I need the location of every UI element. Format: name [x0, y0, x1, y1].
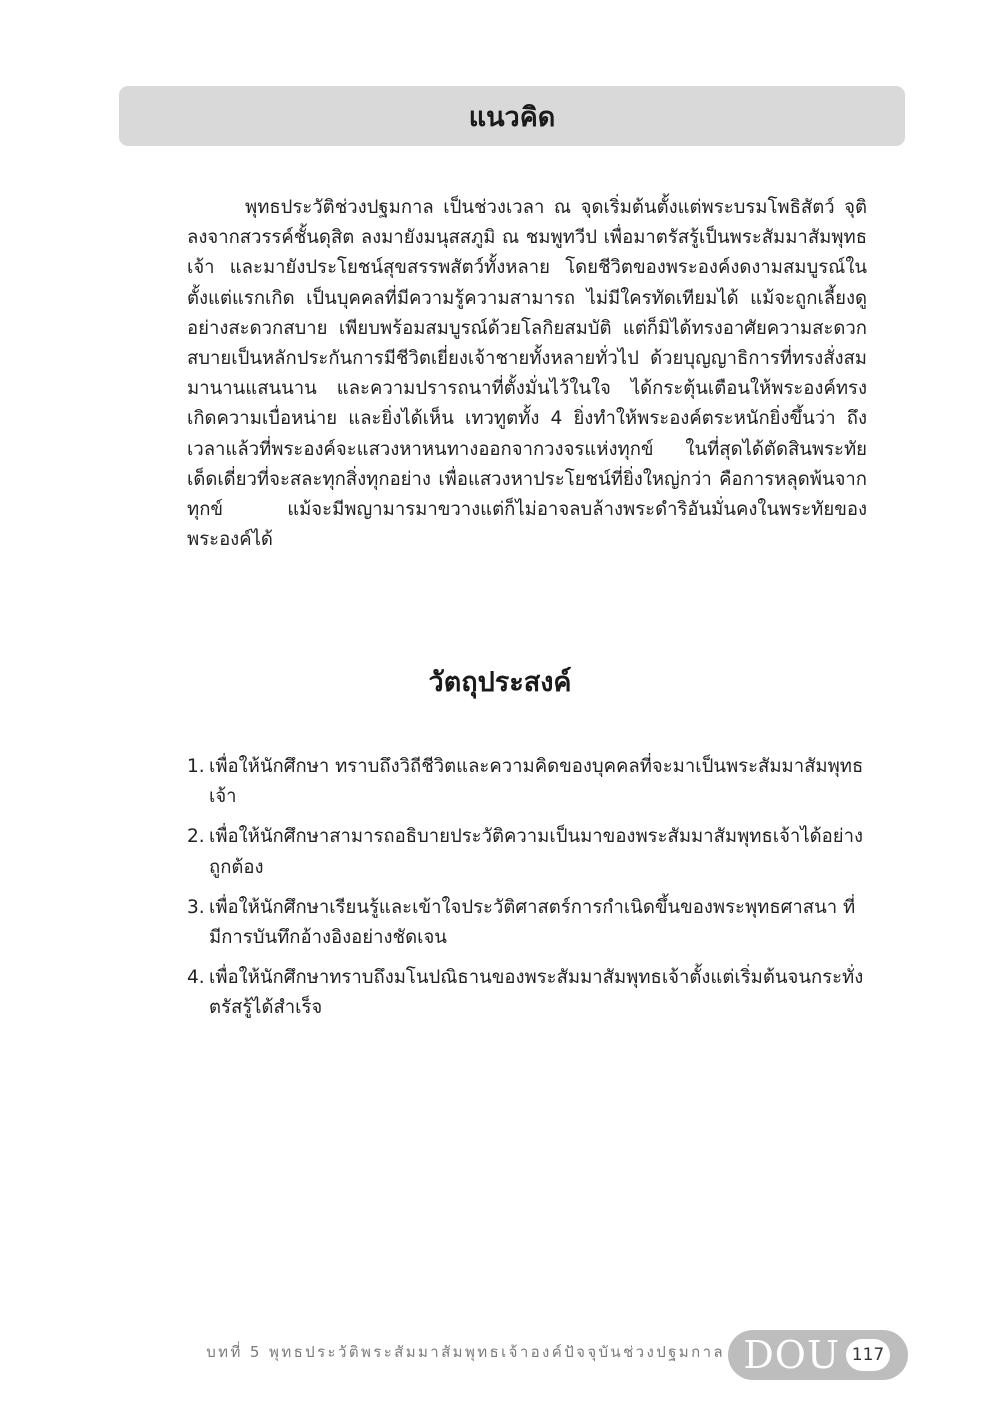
- objective-item: [187, 963, 867, 1023]
- section-title-concept: แนวคิด: [468, 101, 556, 133]
- objectives-list: [187, 752, 867, 1034]
- concept-paragraph: พุทธประวัติช่วงปฐมกาล เป็นช่วงเวลา ณ จุดเริ่มต้นตั้งแต่พระบรมโพธิสัตว์ จุติลงจากสวรรค์ชั้นดุสิต ลงมายังมนุสสภูมิ ณ ชมพูทวีป เพื่อมาตรัสรู้เป็นพระสัมมาสัมพุทธเจ้า และมายังประโยชน์สุขสรรพสัตว์ทั้งหลาย โดยชีวิตของพระองค์งดงามสมบูรณ์ในตั้งแต่แรกเกิด เป็นบุคคลที่มีความรู้ความสามารถ ไม่มีใครทัดเทียมได้ แม้จะถูกเลี้ยงดูอย่างสะดวกสบาย เพียบพร้อมสมบูรณ์ด้วยโลกิยสมบัติ แต่ก็มิได้ทรงอาศัยความสะดวกสบายเป็นหลักประกันการมีชีวิตเยี่ยงเจ้าชายทั้งหลายทั่วไป ด้วยบุญญาธิการที่ทรงสั่งสมมานานแสนนาน และความปรารถนาที่ตั้งมั่นไว้ในใจ ได้กระตุ้นเตือนให้พระองค์ทรงเกิดความเบื่อหน่าย และยิ่งได้เห็น เทวทูตทั้ง 4 ยิ่งทำให้พระองค์ตระหนักยิ่งขึ้นว่า ถึงเวลาแล้วที่พระองค์จะแสวงหาหนทางออกจากวงจรแห่งทุกข์ ในที่สุดได้ตัดสินพระทัยเด็ดเดี่ยวที่จะสละทุกสิ่งทุกอย่าง เพื่อแสวงหาประโยชน์ที่ยิ่งใหญ่กว่า คือการหลุดพ้นจากทุกข์ แม้จะมีพญามารมาขวางแต่ก็ไม่อาจลบล้างพระดำริอันมั่นคงในพระทัยของพระองค์ได้: [187, 197, 867, 551]
- objective-number: 4.: [187, 967, 205, 989]
- objective-item: [187, 893, 867, 953]
- page-number: 117: [846, 1339, 890, 1371]
- footer-chapter-title: บทที่ 5 พุทธประวัติพระสัมมาสัมพุทธเจ้าองค์ปัจจุบันช่วงปฐมกาล: [206, 1343, 725, 1361]
- objective-text: เพื่อให้นักศึกษา ทราบถึงวิถีชีวิตและความคิดของบุคคลที่จะมาเป็นพระสัมมาสัมพุทธเจ้า: [209, 756, 864, 808]
- objective-text: เพื่อให้นักศึกษาสามารถอธิบายประวัติความเป็นมาของพระสัมมาสัมพุทธเจ้าได้อย่างถูกต้อง: [209, 826, 864, 878]
- objective-item: [187, 822, 867, 882]
- objective-item: [187, 752, 867, 812]
- footer-logo-badge: [728, 1330, 908, 1380]
- objectives-title: วัตถุประสงค์: [428, 667, 572, 698]
- dou-logo: DOU: [743, 1333, 840, 1377]
- objective-number: 2.: [187, 826, 205, 848]
- objective-text: เพื่อให้นักศึกษาทราบถึงมโนปณิธานของพระสัมมาสัมพุทธเจ้าตั้งแต่เริ่มต้นจนกระทั่งตรัสรู้ได้สำเร็จ: [209, 967, 864, 1019]
- objective-text: เพื่อให้นักศึกษาเรียนรู้และเข้าใจประวัติศาสตร์การกำเนิดขึ้นของพระพุทธศาสนา ที่มีการบันทึกอ้างอิงอย่างชัดเจน: [209, 896, 856, 949]
- objective-number: 1.: [187, 756, 205, 777]
- objective-number: 3.: [187, 896, 205, 918]
- section-header-bar: [119, 86, 905, 146]
